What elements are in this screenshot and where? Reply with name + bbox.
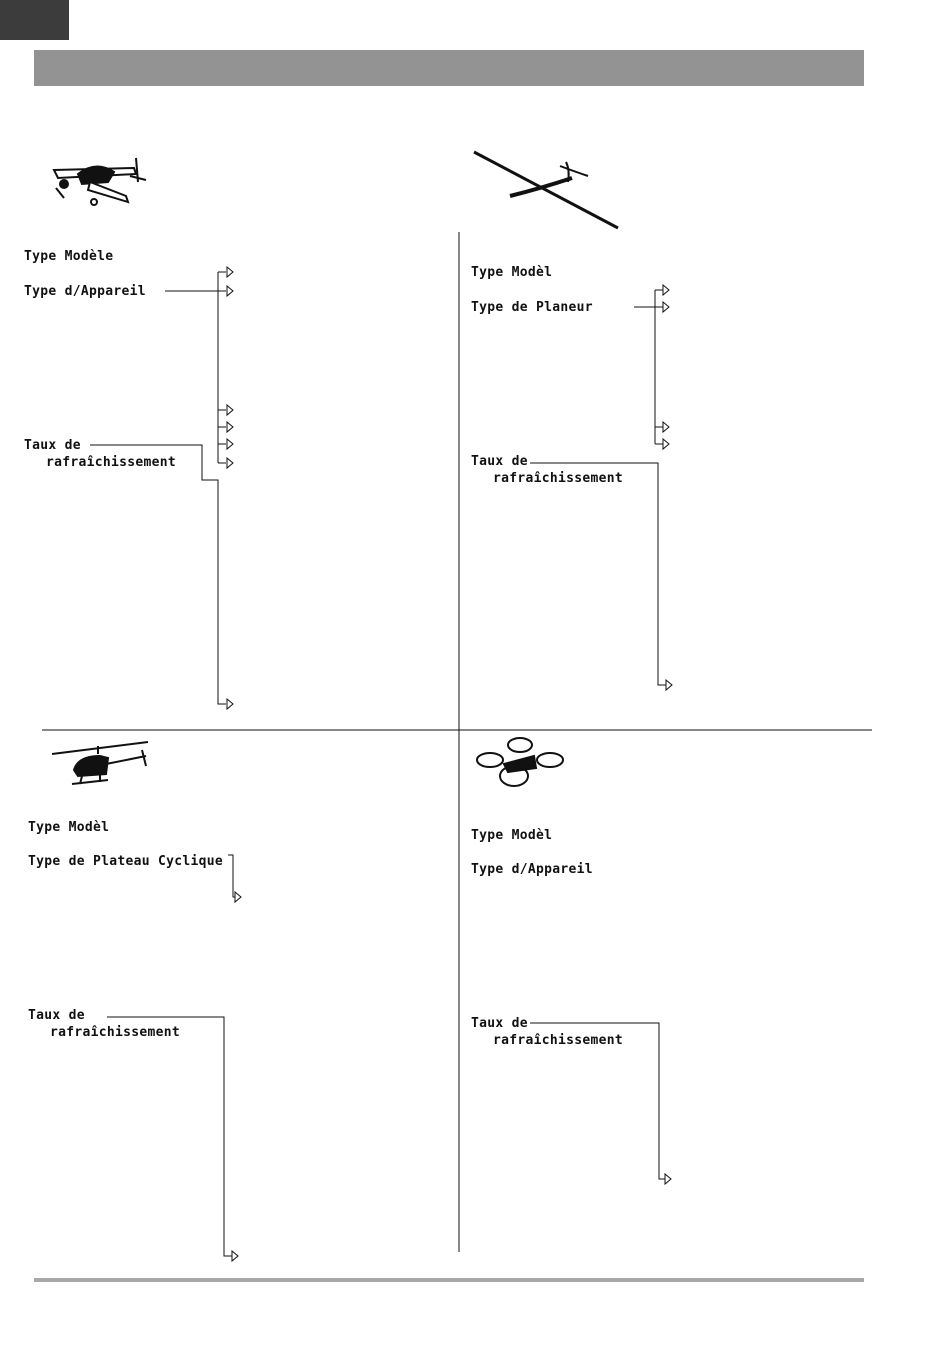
glider-refresh-label: Taux de bbox=[471, 454, 528, 469]
airplane-refresh-label-line2: rafraîchissement bbox=[46, 455, 177, 470]
multirotor-aircraft-type-label: Type d/Appareil bbox=[471, 862, 593, 877]
glider-refresh-label-line2: rafraîchissement bbox=[493, 471, 624, 486]
glider-model-type-label: Type Modèl bbox=[471, 265, 553, 280]
heli-model-type-label: Type Modèl bbox=[28, 820, 110, 835]
heli-refresh-label: Taux de bbox=[28, 1008, 85, 1023]
arrow-markers bbox=[227, 267, 672, 1261]
glider-icon bbox=[472, 150, 620, 230]
multirotor-refresh-label-line2: rafraîchissement bbox=[493, 1033, 624, 1048]
multirotor-icon bbox=[474, 736, 564, 790]
footer-rule bbox=[34, 1278, 864, 1282]
heli-refresh-label-line2: rafraîchissement bbox=[50, 1025, 181, 1040]
multirotor-model-type-label: Type Modèl bbox=[471, 828, 553, 843]
airplane-icon bbox=[48, 152, 152, 214]
glider-type-label: Type de Planeur bbox=[471, 300, 593, 315]
helicopter-icon bbox=[50, 740, 150, 790]
airplane-aircraft-type-label: Type d/Appareil bbox=[24, 284, 146, 299]
heli-swashplate-type-label: Type de Plateau Cyclique bbox=[28, 854, 224, 869]
multirotor-refresh-label: Taux de bbox=[471, 1016, 528, 1031]
airplane-model-type-label: Type Modèle bbox=[24, 249, 114, 264]
airplane-refresh-label: Taux de bbox=[24, 438, 81, 453]
